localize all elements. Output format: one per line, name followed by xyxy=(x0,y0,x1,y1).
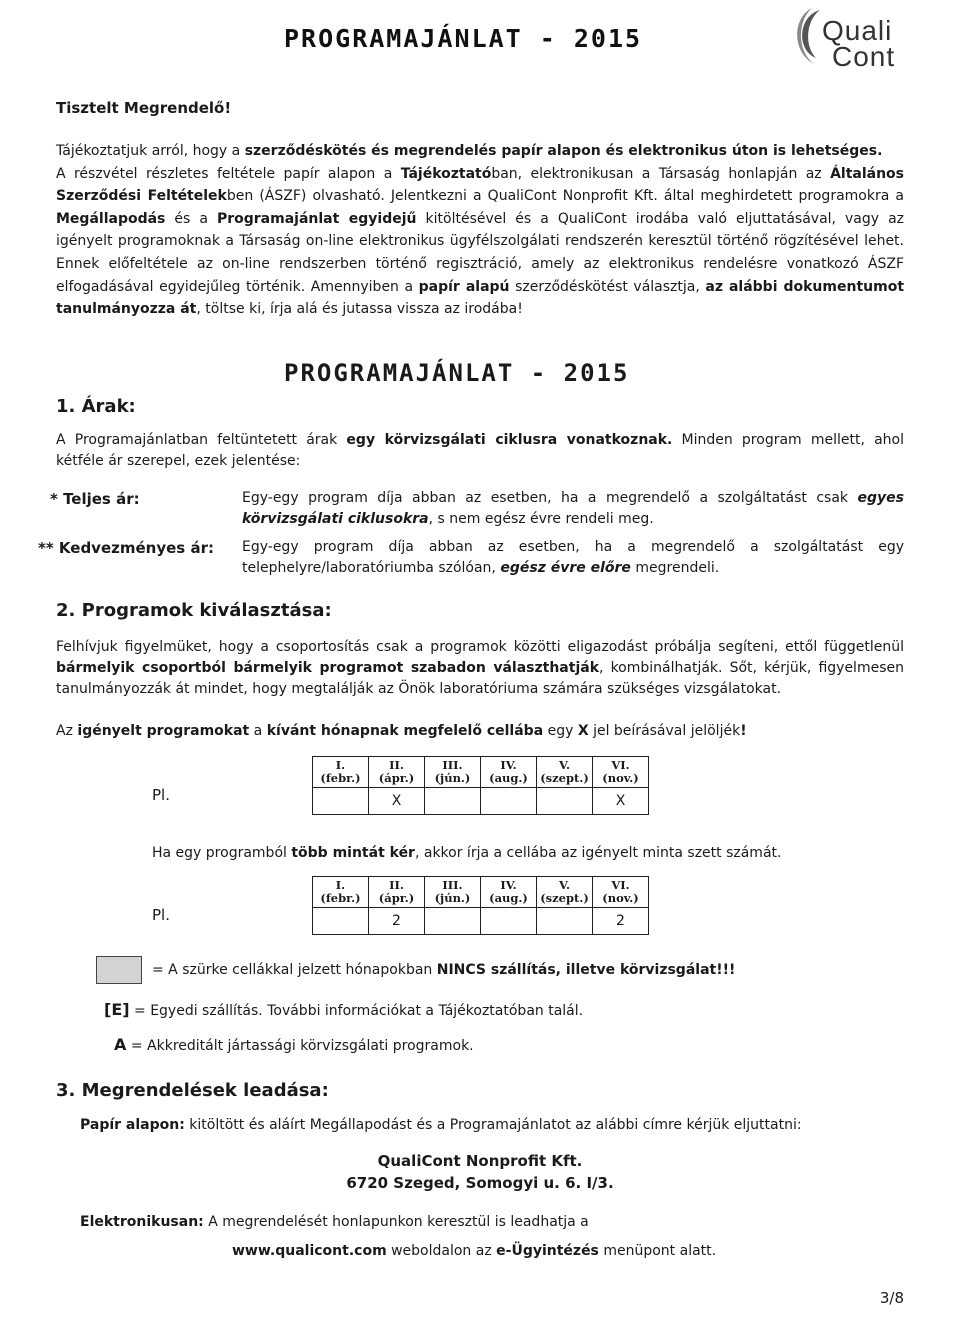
month-cell[interactable] xyxy=(481,788,537,815)
month-header: IV. (aug.) xyxy=(481,877,537,908)
intro-line-2: A részvétel részletes feltétele papír alapon a Tájékoztatóban, elektronikusan a Társaság honlapján az Általános Szerződési Feltételekben (ÁSZF) olvasható. Jelentkezni a QualiCont Nonprofit Kft. által meghirdetett programokra a Megállapodás és a Programajánlat egyidejű kitöltésével és a QualiCont irodába való eljuttatásával, vagy az igényelt programoknak a Társaság on-line elektronikus ügyfélszolgálati rendszerén keresztül történő rögzítésével lehet. Ennek előfeltétele az on-line rendszerben történő regisztráció, amely az elektronikus rendelésre vonatkozó ÁSZF elfogadásával egyidejűleg történik. Amennyiben a papír alapú szerződéskötést választja, az alábbi dokumentumot tanulmányozza át, töltse ki, írja alá és jutassa vissza az irodába! xyxy=(56,165,905,318)
qualicont-logo xyxy=(790,2,920,74)
month-header: III. (jún.) xyxy=(425,757,481,788)
address xyxy=(0,1150,960,1194)
web-line: www.qualicont.com weboldalon az e-Ügyintézés menüpont alatt. xyxy=(232,1243,717,1259)
month-header: II. (ápr.) xyxy=(369,877,425,908)
website-link[interactable]: www.qualicont.com xyxy=(232,1243,387,1259)
section2-instruction: Az igényelt programokat a kívánt hónapnak megfelelő cellába egy X jel beírásával jelöljék! xyxy=(56,723,747,739)
month-header: I. (febr.) xyxy=(313,757,369,788)
month-header: IV. (aug.) xyxy=(481,757,537,788)
example2-label: Pl. xyxy=(152,906,170,924)
section3-heading: 3. Megrendelések leadása: xyxy=(56,1080,329,1101)
page-number: 3/8 xyxy=(879,1289,904,1307)
intro-line-1: Tájékoztatjuk arról, hogy a szerződéskötés és megrendelés papír alapon és elektronikus úton is lehetséges. xyxy=(56,143,883,159)
section2-text: Felhívjuk figyelmüket, hogy a csoportosítás csak a programok közötti eligazodást próbálja segíteni, ettől függetlenül bármelyik csoportból bármelyik programot szabadon választhatják, kombinálhatják. Sőt, kérjük, figyelmesen tanulmányozzák át mindet, hogy megtalálják az Önök laboratóriuma számára szükséges vizsgálatokat. xyxy=(56,639,904,697)
month-cell[interactable] xyxy=(537,788,593,815)
month-header: I. (febr.) xyxy=(313,877,369,908)
section2-heading: 2. Programok kiválasztása: xyxy=(56,600,332,621)
address-line-2: 6720 Szeged, Somogyi u. 6. I/3. xyxy=(346,1174,614,1192)
example1-table xyxy=(312,756,649,815)
section1-text: A Programajánlatban feltüntetett árak egy körvizsgálati ciklusra vonatkoznak. Minden program mellett, ahol kétféle ár szerepel, ezek jelentése: xyxy=(56,432,904,469)
paper-order-text: Papír alapon: kitöltött és aláírt Megállapodást és a Programajánlatot az alábbi címre kérjük eljuttatni: xyxy=(80,1117,802,1133)
e-legend: [E] = Egyedi szállítás. További információkat a Tájékoztatóban talál. xyxy=(104,1000,584,1019)
discount-price-desc: Egy-egy program díja abban az esetben, ha a megrendelő a szolgáltatást egy telephelyre/laboratóriumba szólóan, egész évre előre megrendeli. xyxy=(242,539,904,576)
month-cell[interactable]: X xyxy=(369,788,425,815)
address-line-1: QualiCont Nonprofit Kft. xyxy=(377,1152,583,1170)
electronic-order-text: Elektronikusan: A megrendelését honlapunkon keresztül is leadhatja a xyxy=(80,1214,589,1230)
full-price-label: * Teljes ár: xyxy=(50,490,140,508)
month-cell[interactable] xyxy=(481,908,537,935)
month-cell[interactable]: 2 xyxy=(369,908,425,935)
month-header: II. (ápr.) xyxy=(369,757,425,788)
multi-sample-note: Ha egy programból több mintát kér, akkor írja a cellába az igényelt minta szett számát. xyxy=(152,845,782,861)
example2-table xyxy=(312,876,649,935)
greeting: Tisztelt Megrendelő! xyxy=(56,99,232,117)
month-cell[interactable] xyxy=(425,908,481,935)
month-header: V. (szept.) xyxy=(537,877,593,908)
intro-paragraph xyxy=(56,140,904,321)
discount-price-label: ** Kedvezményes ár: xyxy=(38,539,214,557)
gray-cell-legend: = A szürke cellákkal jelzett hónapokban NINCS szállítás, illetve körvizsgálat!!! xyxy=(152,962,736,978)
full-price-desc: Egy-egy program díja abban az esetben, ha a megrendelő a szolgáltatást csak egyes körvizsgálati ciklusokra, s nem egész évre rendeli meg. xyxy=(242,490,904,527)
a-legend: A = Akkreditált jártassági körvizsgálati programok. xyxy=(114,1035,474,1054)
month-cell[interactable]: 2 xyxy=(593,908,649,935)
month-cell[interactable] xyxy=(313,908,369,935)
section-title: PROGRAMAJÁNLAT - 2015 xyxy=(284,359,630,387)
month-cell[interactable] xyxy=(313,788,369,815)
document-title: PROGRAMAJÁNLAT - 2015 xyxy=(284,24,643,53)
month-header: III. (jún.) xyxy=(425,877,481,908)
month-cell[interactable] xyxy=(537,908,593,935)
month-header: VI. (nov.) xyxy=(593,757,649,788)
example1-label: Pl. xyxy=(152,786,170,804)
month-cell[interactable]: X xyxy=(593,788,649,815)
month-header: VI. (nov.) xyxy=(593,877,649,908)
month-header: V. (szept.) xyxy=(537,757,593,788)
gray-cell-sample xyxy=(96,956,142,984)
logo-text-cont: Cont xyxy=(832,41,896,72)
logo-text-quali: Quali xyxy=(822,15,893,46)
month-cell[interactable] xyxy=(425,788,481,815)
section1-heading: 1. Árak: xyxy=(56,396,136,417)
